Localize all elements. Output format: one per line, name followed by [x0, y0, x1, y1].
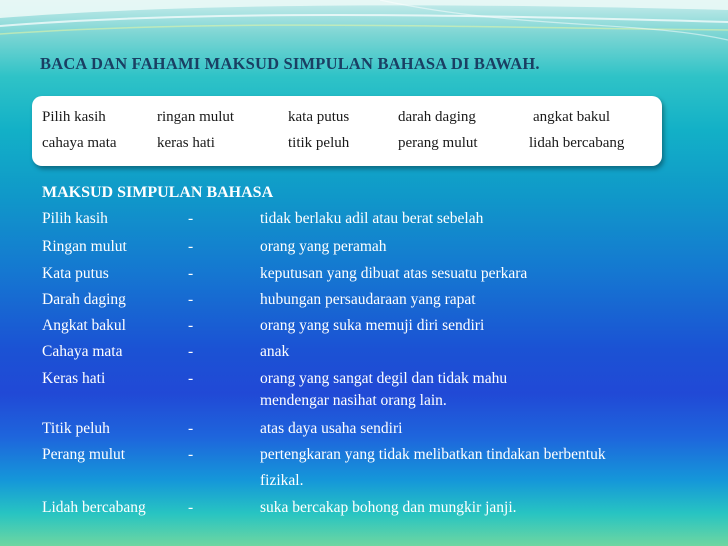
entry-dash: - [188, 343, 194, 360]
entry-dash: - [188, 499, 194, 516]
box-term: kata putus [288, 109, 350, 125]
entry-meaning: keputusan yang dibuat atas sesuatu perkara [260, 265, 528, 282]
entry-term: Darah daging [42, 291, 126, 308]
entry-meaning: orang yang peramah [260, 238, 387, 255]
entry-meaning: hubungan persaudaraan yang rapat [260, 291, 476, 308]
entry-meaning: atas daya usaha sendiri [260, 420, 403, 437]
entry-dash: - [188, 238, 194, 255]
term-box [32, 96, 662, 166]
entry-dash: - [188, 291, 194, 308]
list-item [42, 370, 702, 416]
list-item [42, 343, 702, 367]
list-item [42, 291, 702, 315]
box-term: ringan mulut [157, 109, 235, 125]
entry-meaning-continued: fizikal. [260, 472, 304, 489]
entry-term: Kata putus [42, 265, 109, 282]
box-term: darah daging [398, 109, 476, 125]
entry-term: Titik peluh [42, 420, 110, 437]
entry-dash: - [188, 265, 194, 282]
box-term: angkat bakul [533, 109, 611, 125]
box-term: lidah bercabang [529, 135, 625, 151]
entry-meaning: suka bercakap bohong dan mungkir janji. [260, 499, 517, 516]
entry-term: Pilih kasih [42, 210, 108, 227]
entry-meaning: anak [260, 343, 290, 360]
entry-term: Angkat bakul [42, 317, 126, 334]
entry-dash: - [188, 317, 194, 334]
entry-term: Keras hati [42, 370, 106, 387]
entry-meaning: pertengkaran yang tidak melibatkan tindakan berbentuk [260, 446, 606, 463]
entry-dash: - [188, 210, 194, 227]
box-term: titik peluh [288, 135, 350, 151]
list-item [42, 446, 702, 496]
list-item [42, 499, 702, 523]
entry-meaning: orang yang sangat degil dan tidak mahu [260, 370, 508, 387]
entry-dash: - [188, 420, 194, 437]
entry-term: Cahaya mata [42, 343, 123, 360]
list-item [42, 317, 702, 341]
box-term: Pilih kasih [42, 109, 106, 125]
entry-term: Perang mulut [42, 446, 126, 463]
entry-meaning: orang yang suka memuji diri sendiri [260, 317, 485, 334]
section-heading: MAKSUD SIMPULAN BAHASA [42, 184, 274, 201]
entry-dash: - [188, 370, 194, 387]
box-term: cahaya mata [42, 135, 117, 151]
list-item [42, 210, 702, 234]
entry-dash: - [188, 446, 194, 463]
entry-term: Lidah bercabang [42, 499, 146, 516]
list-item [42, 238, 702, 262]
box-term: keras hati [157, 135, 215, 151]
list-item [42, 265, 702, 289]
entry-meaning: tidak berlaku adil atau berat sebelah [260, 210, 484, 227]
list-item [42, 420, 702, 444]
page-title: BACA DAN FAHAMI MAKSUD SIMPULAN BAHASA DI BAWAH. [40, 54, 540, 73]
box-term: perang mulut [398, 135, 478, 151]
entry-meaning-continued: mendengar nasihat orang lain. [260, 392, 447, 409]
entry-term: Ringan mulut [42, 238, 127, 255]
